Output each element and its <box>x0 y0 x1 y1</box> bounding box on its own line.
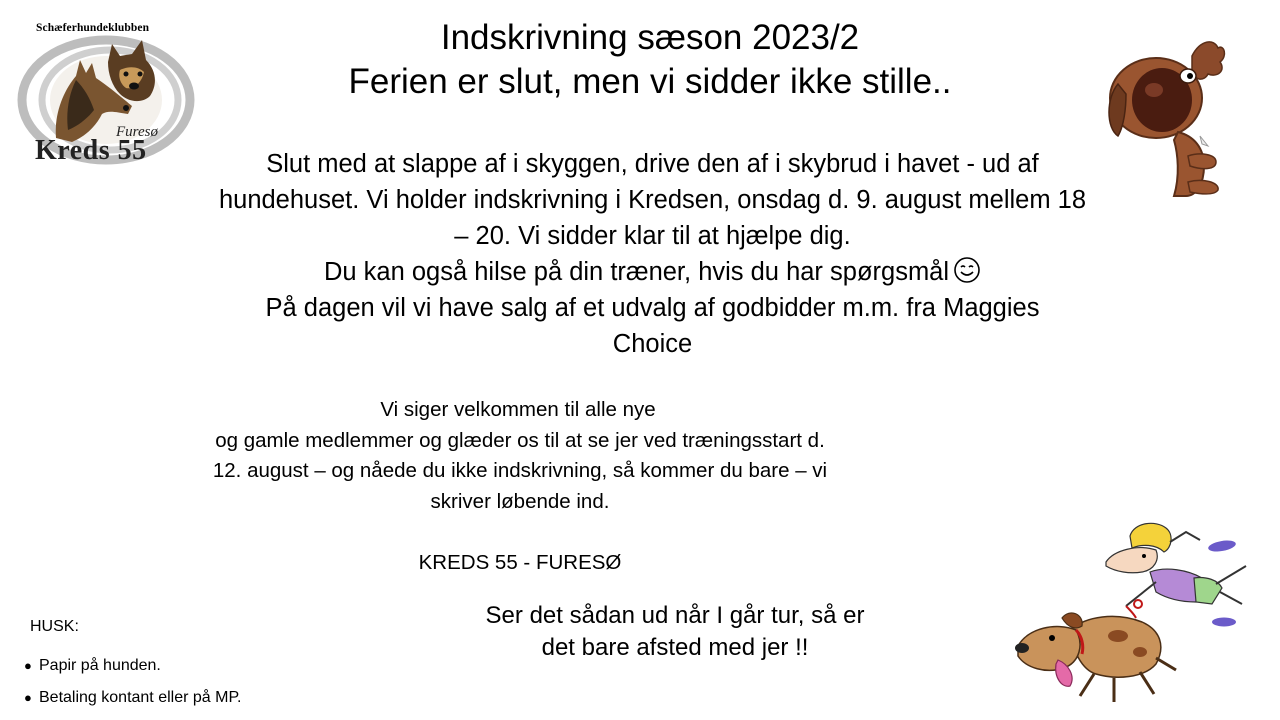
husk-list <box>24 650 242 714</box>
logo-kreds: Kreds 55 <box>35 135 147 166</box>
club-logo <box>16 18 202 170</box>
list-item <box>24 650 242 682</box>
list-item <box>24 682 242 714</box>
body-line: – 20. Vi sidder klar til at hjælpe dig. <box>454 222 851 250</box>
smiley-face-icon <box>953 256 981 284</box>
cartoon-dog-walking-owner-image <box>1010 518 1255 708</box>
walk-line: det bare afsted med jer !! <box>541 634 809 661</box>
body-line: hundehuset. Vi holder indskrivning i Kredsen, onsdag d. 9. august mellem 18 <box>218 186 1087 214</box>
welcome-line: skriver løbende ind. <box>430 489 610 513</box>
body-line: På dagen vil vi have salg af et udvalg af godbidder m.m. fra Maggies <box>265 294 1040 322</box>
walk-line: Ser det sådan ud når I går tur, så er <box>485 602 865 629</box>
title-line-1: Indskrivning sæson 2023/2 <box>440 18 860 57</box>
welcome-text <box>150 395 890 517</box>
cartoon-dog-peeking-image <box>1104 36 1228 198</box>
welcome-line: 12. august – og nåede du ikke indskrivning, så kommer du bare – vi <box>212 459 828 482</box>
logo-fureso: Furesø <box>116 124 158 140</box>
list-item-text: Betaling kontant eller på MP. <box>39 689 242 706</box>
signature: KREDS 55 - FURESØ <box>418 551 622 574</box>
bullet-dot-icon: ● <box>24 690 32 705</box>
husk-title: HUSK: <box>30 618 79 635</box>
main-announcement <box>190 146 1115 362</box>
bullet-dot-icon: ● <box>24 658 32 673</box>
welcome-line: Vi siger velkommen til alle nye <box>380 398 656 421</box>
body-line: Choice <box>612 330 693 358</box>
body-line: Du kan også hilse på din træner, hvis du har spørgsmål <box>323 258 950 286</box>
body-line: Slut med at slappe af i skyggen, drive den af i skybrud i havet - ud af <box>266 150 1039 178</box>
walk-caption <box>440 600 910 664</box>
body-line-with-smiley <box>190 254 1115 290</box>
page-title <box>300 16 1000 104</box>
welcome-line: og gamle medlemmer og glæder os til at se jer ved træningsstart d. <box>215 428 825 452</box>
title-line-2: Ferien er slut, men vi sidder ikke stille.. <box>348 62 952 101</box>
logo-club-name: Schæferhundeklubben <box>36 22 150 34</box>
list-item-text: Papir på hunden. <box>39 657 161 674</box>
